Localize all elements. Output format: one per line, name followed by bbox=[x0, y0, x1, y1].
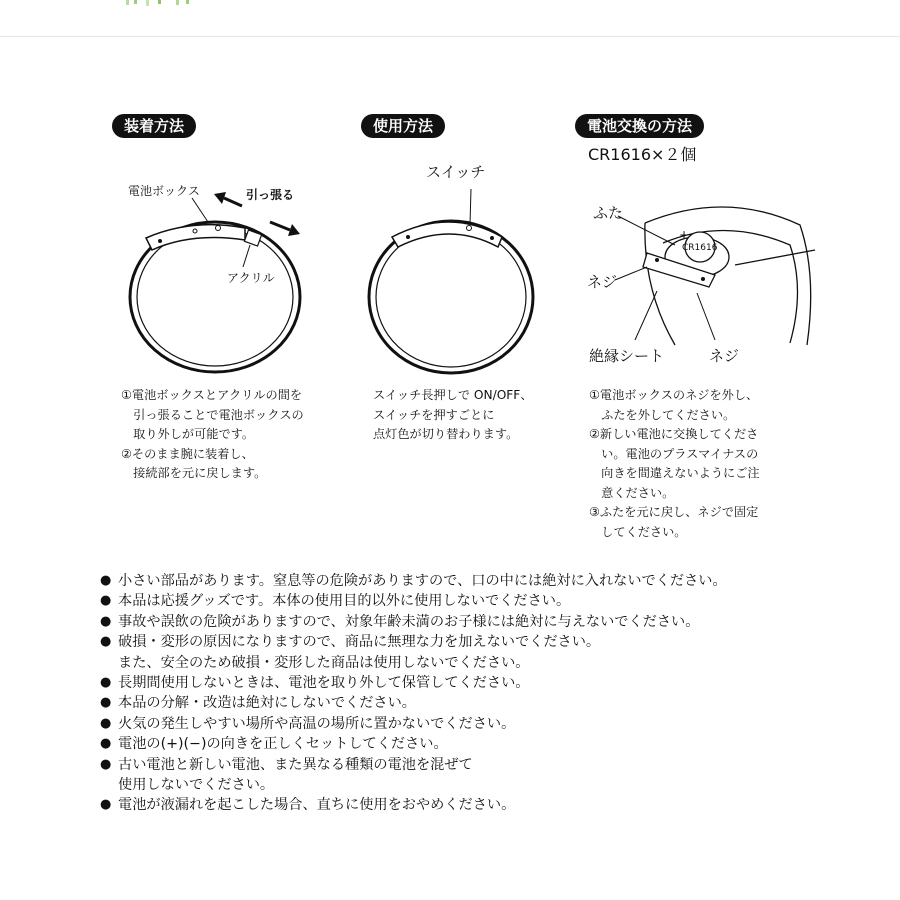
switch-label: スイッチ bbox=[426, 163, 486, 181]
battery-diagram bbox=[585, 195, 825, 375]
warning-item bbox=[100, 693, 880, 713]
instruction-line: スイッチ長押しで ON/OFF、 bbox=[373, 388, 533, 402]
warning-item bbox=[100, 673, 880, 693]
bangle-closeup bbox=[645, 207, 815, 345]
usage-diagram bbox=[350, 155, 550, 380]
warning-item bbox=[100, 714, 880, 734]
instruction-line: してください。 bbox=[589, 524, 687, 539]
bullet-icon: ● bbox=[100, 675, 112, 691]
usage-section-title: 使用方法 bbox=[361, 114, 445, 138]
warnings-list bbox=[100, 571, 880, 816]
instruction-line: 接続部を元に戻します。 bbox=[121, 466, 267, 480]
switch-leader bbox=[470, 189, 471, 224]
warning-text: 長期間使用しないときは、電池を取り外して保管してください。 bbox=[118, 675, 530, 692]
instruction-line: 点灯色が切り替わります。 bbox=[373, 427, 519, 441]
battery-box-label: 電池ボックス bbox=[128, 184, 200, 198]
instruction-line: ②そのまま腕に装着し、 bbox=[121, 446, 254, 461]
bangle-outline bbox=[369, 221, 533, 373]
instruction-line: 意ください。 bbox=[589, 485, 675, 500]
battery-instructions bbox=[589, 386, 760, 542]
warning-text: 事故や誤飲の危険がありますので、対象年齢未満のお子様には絶対に与えないでください。 bbox=[118, 613, 700, 630]
wearing-instructions bbox=[121, 386, 304, 484]
battery-box-shape bbox=[392, 222, 502, 247]
bullet-icon: ● bbox=[100, 715, 112, 731]
warning-item bbox=[100, 795, 880, 815]
instruction-line: ①電池ボックスとアクリルの間を bbox=[121, 388, 303, 402]
warning-item bbox=[100, 755, 880, 775]
bullet-icon: ● bbox=[100, 736, 112, 752]
warning-text: 本品は応援グッズです。本体の使用目的以外に使用しないでください。 bbox=[118, 593, 571, 610]
warning-text: 電池が液漏れを起こした場合、直ちに使用をおやめください。 bbox=[118, 797, 516, 814]
acrylic-label: アクリル bbox=[227, 271, 275, 285]
instruction-line: 引っ張ることで電池ボックスの bbox=[121, 407, 304, 422]
warning-item bbox=[100, 571, 880, 591]
warning-text: 火気の発生しやすい場所や高温の場所に置かないでください。 bbox=[118, 715, 516, 732]
warning-item bbox=[100, 591, 880, 611]
bullet-icon: ● bbox=[100, 756, 112, 772]
instruction-line: 向きを間違えないようにご注 bbox=[589, 466, 760, 480]
warning-item bbox=[100, 612, 880, 632]
battery-box-leader bbox=[192, 198, 208, 222]
instruction-line: い。電池のプラスマイナスの bbox=[589, 446, 759, 461]
top-header-bar bbox=[0, 0, 900, 37]
screw-label-left: ネジ bbox=[587, 273, 618, 291]
warning-text-continued: 使用しないでください。 bbox=[118, 777, 275, 794]
bullet-icon: ● bbox=[100, 634, 112, 650]
screw-icon bbox=[701, 277, 705, 281]
screw-icon bbox=[655, 258, 659, 262]
usage-instructions bbox=[373, 386, 533, 445]
warning-text: 古い電池と新しい電池、また異なる種類の電池を混ぜて bbox=[118, 756, 473, 773]
wearing-section-title: 装着方法 bbox=[112, 114, 196, 138]
battery-type-label: CR1616×２個 bbox=[588, 145, 697, 164]
instruction-line: 取り外しが可能です。 bbox=[121, 427, 255, 441]
insulation-sheet-label: 絶縁シート bbox=[589, 347, 665, 365]
pull-label: 引っ張る bbox=[246, 188, 295, 202]
bullet-icon: ● bbox=[100, 797, 112, 813]
instruction-line: ふたを外してください。 bbox=[589, 407, 736, 422]
instruction-line: ①電池ボックスのネジを外し、 bbox=[589, 388, 759, 402]
lid-label: ふた bbox=[593, 204, 624, 222]
acrylic-leader bbox=[243, 245, 250, 267]
coin-cell-label: CR1616 bbox=[682, 243, 718, 253]
warning-text: 破損・変形の原因になりますので、商品に無理な力を加えないでください。 bbox=[118, 634, 601, 651]
warning-text: 小さい部品があります。窒息等の危険がありますので、口の中には絶対に入れないでください。 bbox=[118, 573, 727, 589]
instruction-line: スイッチを押すごとに bbox=[373, 407, 495, 422]
bullet-icon: ● bbox=[100, 573, 112, 588]
instruction-line: ②新しい電池に交換してくださ bbox=[589, 427, 759, 441]
warning-text: 電池の(+)(−)の向きを正しくセットしてください。 bbox=[118, 736, 448, 753]
bullet-icon: ● bbox=[100, 695, 112, 711]
instruction-line: ③ふたを元に戻し、ネジで固定 bbox=[589, 505, 759, 519]
warning-item bbox=[100, 632, 880, 652]
wearing-diagram bbox=[100, 170, 330, 380]
screw-label-bottom: ネジ bbox=[709, 347, 740, 365]
bullet-icon: ● bbox=[100, 593, 112, 609]
warning-text-continued: また、安全のため破損・変形した商品は使用しないでください。 bbox=[118, 654, 530, 671]
logo-fragment bbox=[122, 0, 202, 8]
battery-box-shape bbox=[146, 225, 262, 250]
warning-text: 本品の分解・改造は絶対にしないでください。 bbox=[118, 695, 416, 712]
battery-section-title: 電池交換の方法 bbox=[575, 114, 704, 138]
plus-sign: + bbox=[679, 228, 690, 242]
bullet-icon: ● bbox=[100, 613, 112, 629]
warning-item bbox=[100, 734, 880, 754]
